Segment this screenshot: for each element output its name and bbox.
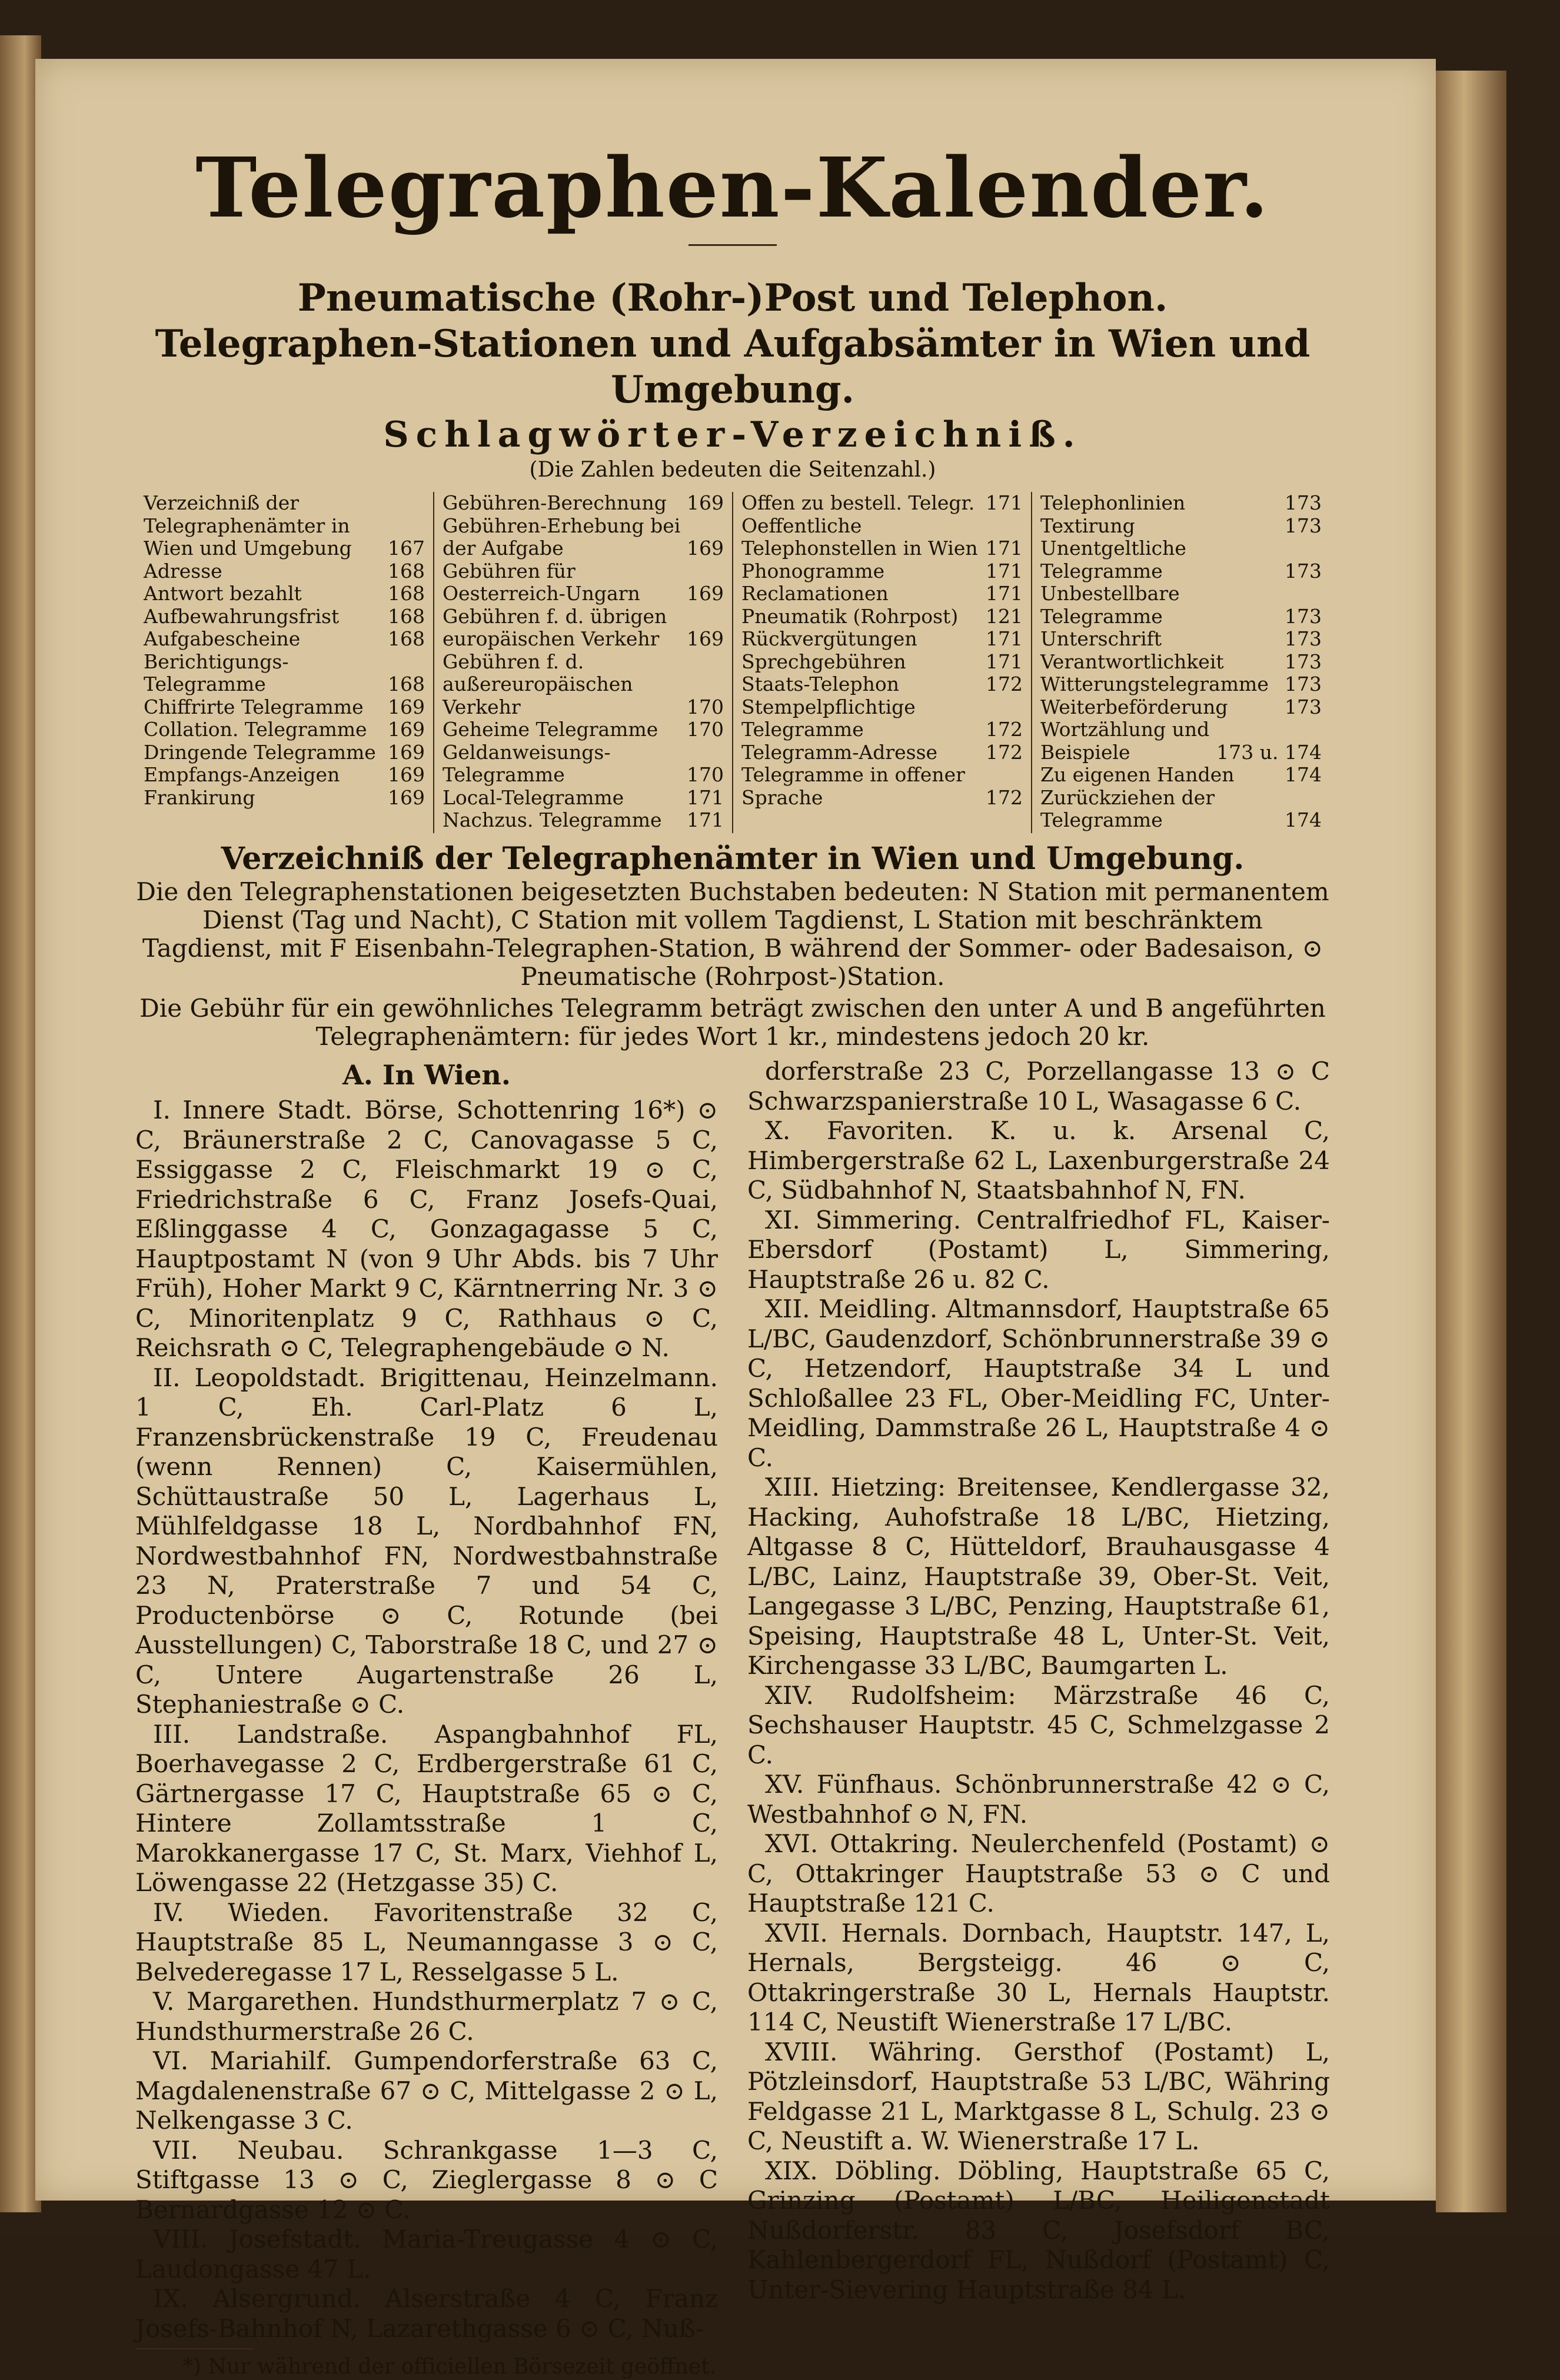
index-page-number: 170: [687, 763, 724, 786]
index-page-number: 169: [388, 695, 425, 718]
intro-fee: Die Gebühr für ein gewöhnliches Telegramm beträgt zwischen den unter A und B angeführten Telegraphenämtern: für jedes Wort 1 kr., mindestens jedoch 20 kr.: [139, 994, 1326, 1051]
index-entry: [741, 741, 1023, 764]
index-term: Adresse: [144, 559, 222, 582]
index-term: Aufgabescheine: [144, 627, 301, 650]
index-entry: [741, 651, 1023, 674]
district-entry: VII. Neubau. Schrankgasse 1—3 C, Stiftgasse 13 ⊙ C, Zieglergasse 8 ⊙ C Bernardgasse 12 ⊙ C.: [135, 2135, 718, 2224]
index-page-number: 169: [687, 582, 724, 605]
index-entry: [741, 628, 1023, 651]
index-term: Weiterbeförderung: [1040, 695, 1228, 718]
index-term: Gebühren f. d. außereuropäischen Verkehr: [443, 650, 633, 718]
index-term: Empfangs-Anzeigen: [144, 763, 340, 786]
index-page-number: 168: [388, 673, 425, 695]
index-page-number: 173 u. 174: [1216, 740, 1322, 764]
index-entry: [443, 787, 724, 810]
index-entry: [144, 560, 425, 583]
index-entry: [443, 515, 724, 560]
index-term: Staats-Telephon: [741, 673, 899, 695]
index-page-number: 174: [1285, 808, 1322, 831]
index-term: Gebühren-Erhebung bei der Aufgabe: [443, 514, 681, 560]
index-term: Zu eigenen Handen: [1040, 763, 1235, 786]
index-entry: [1040, 628, 1322, 651]
district-entry: XII. Meidling. Altmannsdorf, Hauptstraße 65 L/BC, Gaudenzdorf, Schönbrunnerstraße 39 ⊙ C, Hetzendorf, Hauptstraße 34 L und Schloßallee 23 FL, Ober-Meidling FC, Unter-Meidling, Dammstraße 26 L, Hauptstraße 4 ⊙ C.: [747, 1294, 1330, 1472]
keyword-index: [135, 492, 1330, 833]
page-content: [135, 76, 1330, 2380]
index-term: Oeffentliche Telephonstellen in Wien: [741, 514, 978, 560]
directory-body: [135, 1057, 1330, 2344]
index-term: Collation. Telegramme: [144, 718, 367, 741]
index-term: Telegramme in offener Sprache: [741, 763, 965, 809]
index-entry: [1040, 492, 1322, 515]
index-page-number: 171: [986, 537, 1023, 560]
index-entry: [1040, 515, 1322, 538]
index-column: [434, 492, 733, 833]
index-entry: [144, 741, 425, 764]
section-subtitle: Telegraphen-Stationen und Aufgabsämter in Wien und Umgebung.: [155, 322, 1310, 412]
index-entry: [443, 651, 724, 719]
district-entry: XVI. Ottakring. Neulerchenfeld (Postamt) ⊙ C, Ottakringer Hauptstraße 53 ⊙ C und Hauptstraße 121 C.: [747, 1829, 1330, 1918]
index-term: Unentgeltliche Telegramme: [1040, 537, 1186, 582]
index-page-number: 172: [986, 718, 1023, 741]
index-entry: [1040, 718, 1322, 764]
index-entry: [144, 582, 425, 605]
directory-column-left: [135, 1057, 718, 2344]
index-column: [1032, 492, 1330, 833]
index-entry: [1040, 787, 1322, 832]
index-page-number: 168: [388, 604, 425, 628]
index-entry: [1040, 673, 1322, 696]
index-entry: [144, 764, 425, 787]
index-term: Telegramm-Adresse: [741, 740, 938, 764]
index-entry: [144, 696, 425, 719]
index-column: [135, 492, 434, 833]
index-entry: [144, 718, 425, 741]
index-term: Unbestellbare Telegramme: [1040, 582, 1180, 628]
district-entry: V. Margarethen. Hundsthurmerplatz 7 ⊙ C, Hundsthurmerstraße 26 C.: [135, 1987, 718, 2046]
index-page-number: 169: [388, 785, 425, 809]
index-term: Verzeichniß der Telegraphenämter in Wien und Umgebung: [144, 491, 352, 560]
index-term: Sprechgebühren: [741, 650, 906, 673]
index-entry: [1040, 651, 1322, 674]
index-entry: [741, 492, 1023, 515]
district-entry: IV. Wieden. Favoritenstraße 32 C, Hauptstraße 85 L, Neumanngasse 3 ⊙ C, Belvederegasse 17 L, Resselgasse 5 L.: [135, 1898, 718, 1986]
index-page-number: 170: [687, 718, 724, 741]
index-term: Geldanweisungs-Telegramme: [443, 740, 611, 786]
index-page-number: 169: [687, 537, 724, 560]
index-entry: [443, 492, 724, 515]
index-term: Gebühren-Berechnung: [443, 491, 667, 514]
index-page-number: 173: [1285, 491, 1322, 514]
index-term: Geheime Telegramme: [443, 718, 658, 741]
index-term: Rückvergütungen: [741, 627, 917, 650]
index-entry: [1040, 764, 1322, 787]
index-term: Zurückziehen der Telegramme: [1040, 785, 1215, 831]
index-term: Antwort bezahlt: [144, 582, 302, 605]
district-entry: XI. Simmering. Centralfriedhof FL, Kaiser-Ebersdorf (Postamt) L, Simmering, Hauptstraße 26 u. 82 C.: [747, 1205, 1330, 1294]
index-term: Berichtigungs-Telegramme: [144, 650, 289, 695]
section-title: Pneumatische (Rohr-)Post und Telephon.: [297, 276, 1168, 320]
index-term: Pneumatik (Rohrpost): [741, 604, 959, 628]
district-entry: X. Favoriten. K. u. k. Arsenal C, Himbergerstraße 62 L, Laxenburgerstraße 24 C, Südbahnhof N, Staatsbahnhof N, FN.: [747, 1116, 1330, 1204]
index-page-number: 169: [388, 718, 425, 741]
district-entry: dorferstraße 23 C, Porzellangasse 13 ⊙ C Schwarzspanierstraße 10 L, Wasagasse 6 C.: [747, 1057, 1330, 1116]
district-entry: VIII. Josefstadt. Maria-Treugasse 4 ⊙ C, Laudongasse 47 L.: [135, 2225, 718, 2284]
index-page-number: 168: [388, 582, 425, 605]
district-entry: I. Innere Stadt. Börse, Schottenring 16*) ⊙ C, Bräunerstraße 2 C, Canovagasse 5 C, Essiggasse 2 C, Fleischmarkt 19 ⊙ C, Friedrichstraße 6 C, Franz Josefs-Quai, Eßlinggasse 4 C, Gonzagagasse 5 C, Hauptpostamt N (von 9 Uhr Abds. bis 7 Uhr Früh), Hoher Markt 9 C, Kärntnerring Nr. 3 ⊙ C, Minoritenplatz 9 C, Rathhaus ⊙ C, Reichsrath ⊙ C, Telegraphengebäude ⊙ N.: [135, 1096, 718, 1362]
footnote: *) Nur während der officiellen Börsezeit geöffnet.: [182, 2355, 716, 2379]
index-column: [733, 492, 1032, 833]
index-term: Telephonlinien: [1040, 491, 1186, 514]
index-entry: [1040, 582, 1322, 628]
index-heading: Schlagwörter-Verzeichniß.: [383, 414, 1082, 455]
index-term: Dringende Telegramme: [144, 740, 376, 764]
index-page-number: 173: [1285, 673, 1322, 695]
index-page-number: 171: [687, 785, 724, 809]
index-page-number: 171: [986, 559, 1023, 582]
index-entry: [144, 628, 425, 651]
district-entry: IX. Alsergrund. Alserstraße 4 C, Franz Josefs-Bahnhof N, Lazarethgasse 6 ⊙ C, Nuß-: [135, 2284, 718, 2343]
index-entry: [741, 582, 1023, 605]
index-term: Phonogramme: [741, 559, 885, 582]
title-divider: [688, 244, 777, 246]
index-page-number: 121: [986, 604, 1023, 628]
index-entry: [741, 696, 1023, 741]
page-title: Telegraphen-Kalender.: [195, 140, 1270, 237]
index-entry: [443, 741, 724, 787]
index-page-number: 173: [1285, 627, 1322, 650]
section-a-heading: A. In Wien.: [342, 1059, 511, 1091]
district-entry: XIII. Hietzing: Breitensee, Kendlergasse 32, Hacking, Auhofstraße 18 L/BC, Hietzing, Altgasse 8 C, Hütteldorf, Brauhausgasse 4 L/BC, Lainz, Hauptstraße 39, Ober-St. Veit, Langegasse 3 L/BC, Penzing, Hauptstraße 61, Speising, Hauptstraße 48 L, Unter-St. Veit, Kirchengasse 33 L/BC, Baumgarten L.: [747, 1473, 1330, 1680]
index-term: Offen zu bestell. Telegr.: [741, 491, 975, 514]
index-entry: [144, 787, 425, 810]
index-entry: [741, 560, 1023, 583]
index-term: Verantwortlichkeit: [1040, 650, 1224, 673]
index-page-number: 169: [388, 740, 425, 764]
index-page-number: 173: [1285, 514, 1322, 537]
district-entry: VI. Mariahilf. Gumpendorferstraße 63 C, Magdalenenstraße 67 ⊙ C, Mittelgasse 2 ⊙ L, Nelkengasse 3 C.: [135, 2046, 718, 2135]
directory-intro: [135, 878, 1330, 1051]
district-entry: II. Leopoldstadt. Brigittenau, Heinzelmann. 1 C, Eh. Carl-Platz 6 L, Franzensbrückenstraße 19 C, Freudenau (wenn Rennen) C, Kaisermühlen, Schüttaustraße 50 L, Lagerhaus L, Mühlfeldgasse 18 L, Nordbahnhof FN, Nordwestbahnhof FN, Nordwestbahnstraße 23 N, Praterstraße 7 und 54 C, Productenbörse ⊙ C, Rotunde (bei Ausstellungen) C, Taborstraße 18 C, und 27 ⊙ C, Untere Augartenstraße 26 L, Stephaniestraße ⊙ C.: [135, 1363, 718, 1719]
index-term: Local-Telegramme: [443, 785, 624, 809]
index-page-number: 171: [986, 650, 1023, 673]
index-term: Witterungstelegramme: [1040, 673, 1269, 695]
district-entry: XIX. Döbling. Döbling, Hauptstraße 65 C, Grinzing (Postamt) L/BC, Heiligenstadt Nußdorferstr. 83 C, Josefsdorf BC, Kahlenbergerdorf FL, Nußdorf (Postamt) C, Unter-Sievering Hauptstraße 84 L.: [747, 2156, 1330, 2304]
index-term: Gebühren f. d. übrigen europäischen Verkehr: [443, 604, 667, 650]
index-entry: [741, 605, 1023, 628]
index-term: Stempelpflichtige Telegramme: [741, 695, 916, 741]
index-page-number: 171: [986, 582, 1023, 605]
index-entry: [443, 605, 724, 651]
index-entry: [443, 560, 724, 605]
index-page-number: 170: [687, 695, 724, 718]
index-page-number: 172: [986, 740, 1023, 764]
index-term: Wortzählung und Beispiele: [1040, 718, 1210, 764]
index-page-number: 173: [1285, 604, 1322, 628]
index-page-number: 168: [388, 559, 425, 582]
footnote-rule: [135, 2348, 253, 2349]
index-entry: [443, 718, 724, 741]
directory-column-right: [747, 1057, 1330, 2344]
index-page-number: 169: [388, 763, 425, 786]
index-entry: [144, 651, 425, 696]
index-term: Chiffrirte Telegramme: [144, 695, 364, 718]
index-page-number: 168: [388, 627, 425, 650]
index-page-number: 173: [1285, 650, 1322, 673]
index-term: Nachzus. Telegramme: [443, 808, 662, 831]
district-entry: XVII. Hernals. Dornbach, Hauptstr. 147, L, Hernals, Bergsteigg. 46 ⊙ C, Ottakringerstraße 30 L, Hernals Hauptstr. 114 C, Neustift Wienerstraße 17 L/BC.: [747, 1918, 1330, 2036]
index-page-number: 167: [388, 537, 425, 560]
index-term: Unterschrift: [1040, 627, 1162, 650]
district-entry: XIV. Rudolfsheim: Märzstraße 46 C, Sechshauser Hauptstr. 45 C, Schmelzgasse 2 C.: [747, 1680, 1330, 1769]
index-entry: [741, 673, 1023, 696]
index-entry: [144, 492, 425, 560]
index-page-number: 169: [687, 627, 724, 650]
index-entry: [443, 809, 724, 832]
index-page-number: 173: [1285, 695, 1322, 718]
index-page-number: 169: [687, 491, 724, 514]
district-entry: III. Landstraße. Aspangbahnhof FL, Boerhavegasse 2 C, Erdbergerstraße 61 C, Gärtnergasse 17 C, Hauptstraße 65 ⊙ C, Hintere Zollamtsstraße 1 C, Marokkanergasse 17 C, St. Marx, Viehhof L, Löwengasse 22 (Hetzgasse 35) C.: [135, 1719, 718, 1897]
book-spine: [1436, 71, 1506, 2212]
index-entry: [741, 764, 1023, 809]
index-page-number: 174: [1285, 763, 1322, 786]
index-entry: [1040, 696, 1322, 719]
index-page-number: 171: [687, 808, 724, 831]
index-term: Gebühren für Oesterreich-Ungarn: [443, 559, 640, 605]
index-entry: [741, 515, 1023, 560]
index-note: (Die Zahlen bedeuten die Seitenzahl.): [529, 458, 936, 482]
index-term: Textirung: [1040, 514, 1135, 537]
index-page-number: 172: [986, 785, 1023, 809]
district-entry: XV. Fünfhaus. Schönbrunnerstraße 42 ⊙ C, Westbahnhof ⊙ N, FN.: [747, 1770, 1330, 1829]
directory-title: Verzeichniß der Telegraphenämter in Wien und Umgebung.: [221, 841, 1245, 877]
district-entry: XVIII. Währing. Gersthof (Postamt) L, Pötzleinsdorf, Hauptstraße 53 L/BC, Währing Feldgasse 21 L, Marktgasse 8 L, Schulg. 23 ⊙ C, Neustift a. W. Wienerstraße 17 L.: [747, 2037, 1330, 2155]
index-page-number: 171: [986, 491, 1023, 514]
index-page-number: 171: [986, 627, 1023, 650]
index-entry: [1040, 537, 1322, 582]
index-term: Reclamationen: [741, 582, 889, 605]
index-term: Aufbewahrungsfrist: [144, 604, 340, 628]
intro-legend: Die den Telegraphenstationen beigesetzten Buchstaben bedeuten: N Station mit permanentem Dienst (Tag und Nacht), C Station mit vollem Tagdienst, L Station mit beschränktem Tagdienst, mit F Eisenbahn-Telegraphen-Station, B während der Sommer- oder Badesaison, ⊙ Pneumatische (Rohrpost-)Station.: [136, 877, 1329, 991]
index-page-number: 172: [986, 673, 1023, 695]
index-page-number: 173: [1285, 559, 1322, 582]
index-term: Frankirung: [144, 785, 255, 809]
index-entry: [144, 605, 425, 628]
